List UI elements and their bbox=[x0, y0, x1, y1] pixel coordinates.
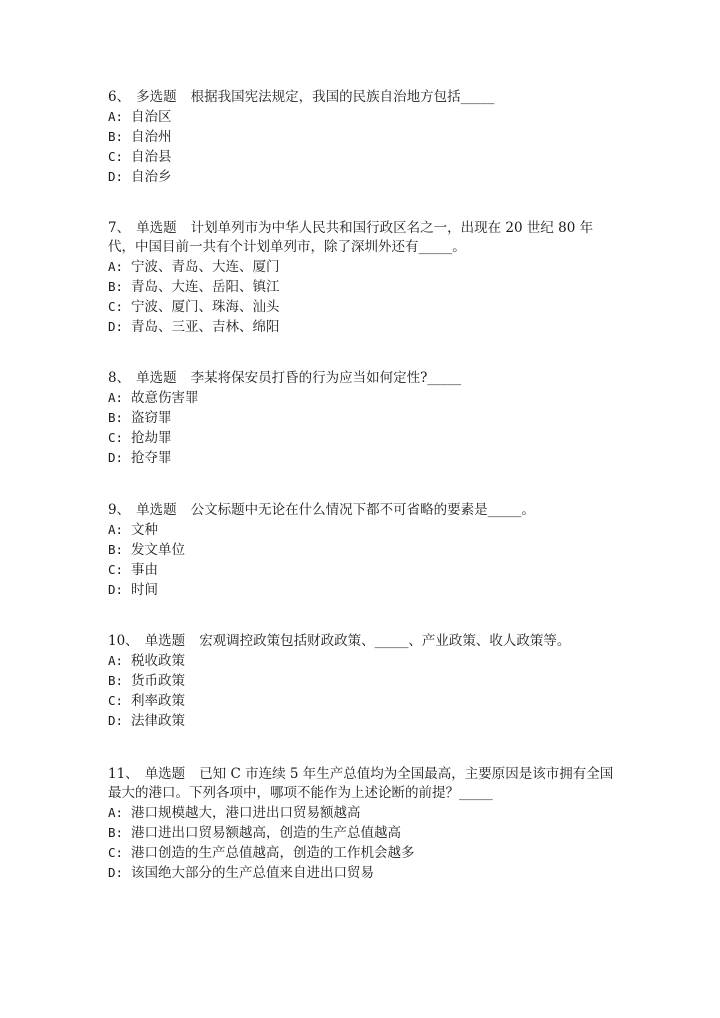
option-text: 时间 bbox=[131, 582, 158, 598]
question-text: 公文标题中无论在什么情况下都不可省略的要素是_____。 bbox=[190, 502, 535, 518]
option-text: 该国绝大部分的生产总值来自进出口贸易 bbox=[131, 865, 374, 881]
option-letter: C: bbox=[108, 299, 124, 314]
option-c bbox=[108, 428, 614, 448]
option-letter: C: bbox=[108, 149, 124, 164]
option-letter: B: bbox=[108, 673, 124, 688]
question-text: 计划单列市为中华人民共和国行政区名之一，出现在 20 世纪 80 年代，中国目前一共有个计划单列市，除了深圳外还有_____。 bbox=[108, 220, 594, 255]
option-text: 青岛、大连、岳阳、镇江 bbox=[131, 279, 280, 295]
option-text: 税收政策 bbox=[131, 653, 185, 669]
option-c bbox=[108, 297, 614, 317]
question-text: 已知 C 市连续 5 年生产总值均为全国最高，主要原因是该市拥有全国最大的港口。下列各项中，哪项不能作为上述论断的前提？_____ bbox=[108, 766, 614, 801]
option-a bbox=[108, 107, 614, 127]
option-d bbox=[108, 317, 614, 337]
question-number: 9、 bbox=[108, 502, 131, 518]
option-letter: B: bbox=[108, 410, 124, 425]
question-9 bbox=[108, 501, 614, 600]
option-a bbox=[108, 520, 614, 540]
option-letter: A: bbox=[108, 259, 124, 274]
option-a bbox=[108, 257, 614, 277]
option-text: 利率政策 bbox=[131, 693, 185, 709]
option-a bbox=[108, 651, 614, 671]
question-number: 6、 bbox=[108, 89, 131, 105]
option-text: 货币政策 bbox=[131, 673, 185, 689]
question-stem bbox=[108, 632, 614, 651]
option-text: 事由 bbox=[131, 562, 158, 578]
option-text: 自治县 bbox=[131, 149, 172, 165]
question-8 bbox=[108, 369, 614, 468]
option-b bbox=[108, 823, 614, 843]
option-d bbox=[108, 580, 614, 600]
option-b bbox=[108, 540, 614, 560]
option-a bbox=[108, 803, 614, 823]
question-type: 单选题 bbox=[136, 502, 177, 518]
option-letter: D: bbox=[108, 319, 124, 334]
option-c bbox=[108, 843, 614, 863]
question-stem bbox=[108, 88, 614, 107]
option-text: 宁波、厦门、珠海、汕头 bbox=[131, 299, 280, 315]
question-6 bbox=[108, 88, 614, 187]
question-type: 单选题 bbox=[144, 766, 186, 782]
question-stem bbox=[108, 369, 614, 388]
question-type: 单选题 bbox=[136, 220, 177, 236]
option-b bbox=[108, 127, 614, 147]
option-letter: A: bbox=[108, 522, 124, 537]
option-letter: D: bbox=[108, 450, 124, 465]
question-type: 单选题 bbox=[136, 370, 177, 386]
question-11 bbox=[108, 765, 614, 883]
option-b bbox=[108, 671, 614, 691]
question-text: 根据我国宪法规定，我国的民族自治地方包括_____ bbox=[190, 89, 495, 105]
question-stem bbox=[108, 501, 614, 520]
option-text: 文种 bbox=[131, 522, 158, 538]
option-letter: D: bbox=[108, 865, 124, 880]
option-text: 抢劫罪 bbox=[131, 430, 172, 446]
option-text: 宁波、青岛、大连、厦门 bbox=[131, 259, 280, 275]
option-letter: B: bbox=[108, 279, 124, 294]
option-c bbox=[108, 691, 614, 711]
option-text: 港口进出口贸易额越高，创造的生产总值越高 bbox=[131, 825, 401, 841]
option-c bbox=[108, 147, 614, 167]
option-text: 自治乡 bbox=[131, 169, 172, 185]
option-text: 法律政策 bbox=[131, 713, 185, 729]
option-b bbox=[108, 408, 614, 428]
option-letter: B: bbox=[108, 129, 124, 144]
option-d bbox=[108, 167, 614, 187]
option-a bbox=[108, 388, 614, 408]
option-d bbox=[108, 711, 614, 731]
option-text: 自治州 bbox=[131, 129, 172, 145]
option-d bbox=[108, 448, 614, 468]
option-letter: B: bbox=[108, 542, 124, 557]
option-letter: D: bbox=[108, 582, 124, 597]
option-text: 港口规模越大，港口进出口贸易额越高 bbox=[131, 805, 361, 821]
option-letter: D: bbox=[108, 169, 124, 184]
option-text: 青岛、三亚、吉林、绵阳 bbox=[131, 319, 280, 335]
question-text: 宏观调控政策包括财政政策、_____、产业政策、收人政策等。 bbox=[199, 633, 571, 649]
option-text: 港口创造的生产总值越高，创造的工作机会越多 bbox=[131, 845, 415, 861]
question-number: 7、 bbox=[108, 220, 131, 236]
option-text: 故意伤害罪 bbox=[131, 390, 199, 406]
option-b bbox=[108, 277, 614, 297]
question-type: 多选题 bbox=[136, 89, 177, 105]
option-d bbox=[108, 863, 614, 883]
option-letter: B: bbox=[108, 825, 124, 840]
question-10 bbox=[108, 632, 614, 731]
question-number: 8、 bbox=[108, 370, 131, 386]
option-c bbox=[108, 560, 614, 580]
option-letter: A: bbox=[108, 805, 124, 820]
option-text: 盗窃罪 bbox=[131, 410, 172, 426]
option-letter: A: bbox=[108, 390, 124, 405]
question-number: 10、 bbox=[108, 633, 139, 649]
option-text: 发文单位 bbox=[131, 542, 185, 558]
question-number: 11、 bbox=[108, 766, 139, 782]
option-letter: A: bbox=[108, 653, 124, 668]
option-text: 抢夺罪 bbox=[131, 450, 172, 466]
question-text: 李某将保安员打昏的行为应当如何定性?_____ bbox=[190, 370, 462, 386]
option-letter: C: bbox=[108, 430, 124, 445]
option-letter: A: bbox=[108, 109, 124, 124]
option-letter: C: bbox=[108, 693, 124, 708]
option-text: 自治区 bbox=[131, 109, 172, 125]
option-letter: D: bbox=[108, 713, 124, 728]
question-7 bbox=[108, 219, 614, 337]
question-stem bbox=[108, 219, 614, 257]
option-letter: C: bbox=[108, 845, 124, 860]
question-stem bbox=[108, 765, 614, 803]
question-type: 单选题 bbox=[144, 633, 186, 649]
option-letter: C: bbox=[108, 562, 124, 577]
